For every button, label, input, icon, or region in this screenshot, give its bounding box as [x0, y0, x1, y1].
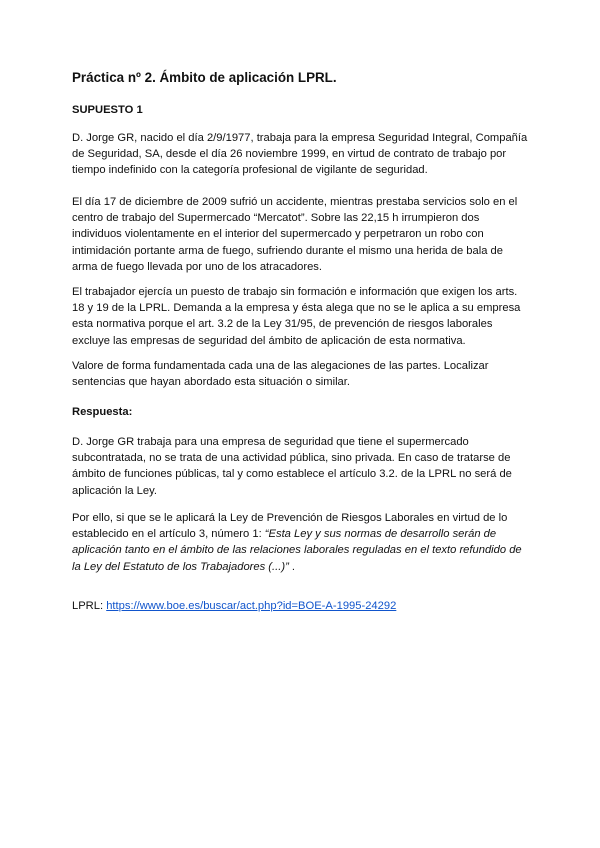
text-line: esta normativa porque el art. 3.2 de la Ley 31/95, de prevención de riesgos laborales [72, 318, 493, 331]
text-line [72, 526, 542, 542]
law-quote: “Esta Ley y sus normas de desarrollo serán de [264, 528, 497, 541]
law-quote: la Ley del Estatuto de los Trabajadores (...)” [72, 560, 289, 573]
reference-label: LPRL: [72, 600, 107, 612]
text-line: aplicación la Ley. [72, 484, 157, 497]
text-line [72, 559, 542, 575]
reference-line [72, 598, 542, 614]
case-paragraph-1 [72, 130, 542, 179]
text-line: 18 y 19 de la LPRL. Demanda a la empresa y ésta alega que no se le aplica a su empresa [72, 302, 521, 315]
text-line: de Seguridad, SA, desde el día 26 noviembre 1999, en virtud de contrato de trabajo por [72, 148, 507, 161]
text-line: sentencias que hayan abordado esta situación o similar. [72, 376, 350, 389]
text-line: intimidación portante arma de fuego, sufriendo durante el mismo una herida de bala de [72, 244, 503, 257]
text-line: centro de trabajo del Supermercado “Mercatot”. Sobre las 22,15 h irrumpieron dos [72, 212, 480, 225]
text-line: ámbito de funciones públicas, tal y como establece el artículo 3.2. de la LPRL no será de [72, 468, 512, 481]
text-line: Valore de forma fundamentada cada una de las alegaciones de las partes. Localizar [72, 360, 489, 372]
case-paragraph-2 [72, 194, 542, 275]
text-line: arma de fuego llevada por uno de los atracadores. [72, 260, 323, 273]
law-quote: aplicación tanto en el ámbito de las relaciones laborales reguladas en el texto refundido de [72, 544, 522, 557]
text-line: D. Jorge GR, nacido el día 2/9/1977, trabaja para la empresa Seguridad Integral, Compañía [72, 132, 528, 144]
text-run: . [288, 560, 296, 573]
text-line: El día 17 de diciembre de 2009 sufrió un accidente, mientras prestaba servicios solo en el [72, 196, 518, 208]
text-line: tiempo indefinido con la categoría profesional de vigilante de seguridad. [72, 164, 428, 177]
text-line: D. Jorge GR trabaja para una empresa de seguridad que tiene el supermercado [72, 436, 469, 448]
case-paragraph-4 [72, 358, 542, 390]
text-line: El trabajador ejercía un puesto de trabajo sin formación e información que exigen los arts. [72, 286, 518, 298]
text-line [72, 598, 542, 614]
answer-paragraph [72, 434, 542, 499]
text-line: Por ello, si que se le aplicará la Ley de Prevención de Riesgos Laborales en virtud de lo [72, 512, 508, 524]
boe-link[interactable]: https://www.boe.es/buscar/act.php?id=BOE-A-1995-24292 [106, 600, 397, 612]
text-line: subcontratada, no se trata de una actividad pública, sino privada. En caso de tratarse de [72, 452, 511, 465]
case-paragraph-3 [72, 284, 542, 349]
answer-heading: Respuesta: [72, 406, 133, 418]
case-heading: SUPUESTO 1 [72, 104, 143, 116]
page-title: Práctica nº 2. Ámbito de aplicación LPRL. [72, 70, 337, 85]
text-line: individuos violentamente en el interior del supermercado y perpetraron un robo con [72, 228, 484, 241]
final-paragraph [72, 510, 542, 575]
text-line: excluye las empresas de seguridad del ámbito de aplicación de esta normativa. [72, 334, 466, 347]
text-run: establecido en el artículo 3, número 1: [72, 528, 265, 541]
